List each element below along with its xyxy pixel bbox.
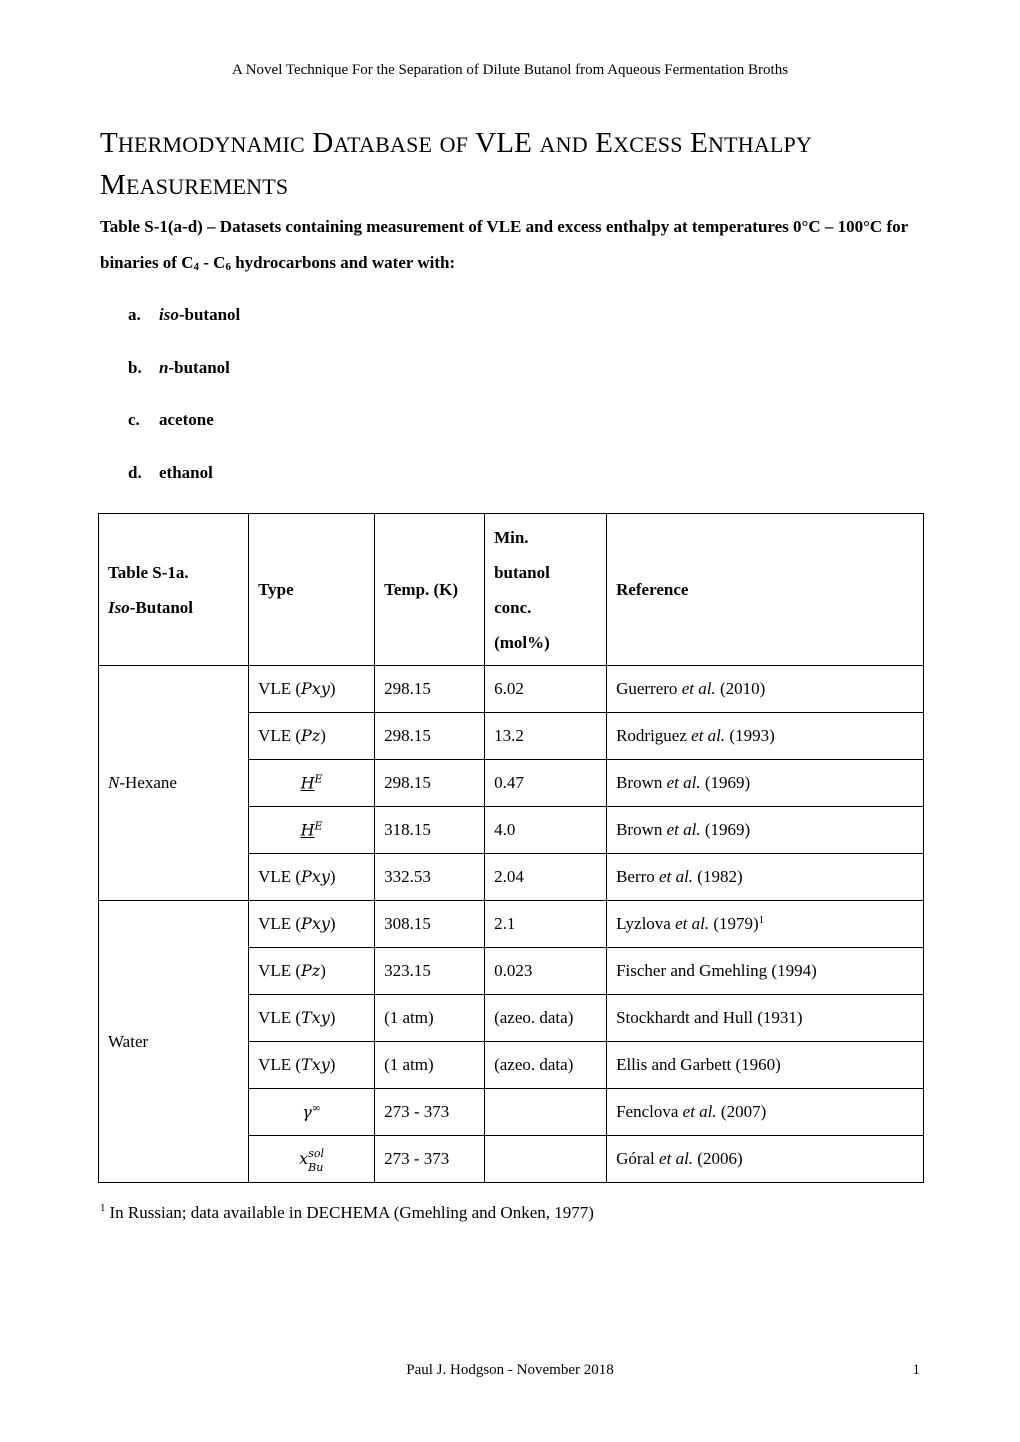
list-item: d. ethanol (128, 462, 213, 482)
conc-cell: 4.0 (485, 807, 607, 854)
reference-cell: Berro et al. (1982) (607, 854, 924, 901)
table-row (99, 901, 924, 948)
page-number: 1 (912, 1362, 920, 1378)
type-cell: $H^E$ (249, 807, 375, 854)
temp-cell: 273 - 373 (375, 1136, 485, 1183)
conc-cell: 6.02 (485, 666, 607, 713)
reference-cell: Stockhardt and Hull (1931) (607, 995, 924, 1042)
temp-cell: (1 atm) (375, 995, 485, 1042)
conc-cell: 0.023 (485, 948, 607, 995)
type-cell: VLE (Txy) (249, 1042, 375, 1089)
running-header: A Novel Technique For the Separation of Dilute Butanol from Aqueous Fermentation Broths (231, 62, 789, 78)
type-cell: γ∞ (249, 1089, 375, 1136)
temp-cell: 298.15 (375, 666, 485, 713)
section-heading: THERMODYNAMIC DATABASE OF VLE AND EXCESS ENTHALPY MEASUREMENTS (100, 127, 813, 201)
table-caption: Table S-1(a-d) – Datasets containing measurement of VLE and excess enthalpy at temperatures 0°C – 100°C for binaries of $C_4 - C_6$ hydrocarbons and water with: (100, 217, 908, 273)
reference-cell: Rodriguez et al. (1993) (607, 713, 924, 760)
type-cell: $H^E$ (249, 760, 375, 807)
alcohol-list (128, 302, 240, 512)
conc-cell: (azeo. data) (485, 1042, 607, 1089)
conc-cell: 2.04 (485, 854, 607, 901)
type-cell: VLE (Pxy) (249, 666, 375, 713)
temp-cell: 318.15 (375, 807, 485, 854)
list-item: c. acetone (128, 410, 214, 429)
temp-cell: (1 atm) (375, 1042, 485, 1089)
temp-cell: 332.53 (375, 854, 485, 901)
list-item: b. n-butanol (128, 357, 230, 377)
type-cell: VLE (Pz) (249, 948, 375, 995)
list-item: a. iso-butanol (128, 305, 241, 324)
type-cell: VLE (Pz) (249, 713, 375, 760)
dataset-table (98, 513, 924, 1183)
temp-cell: 273 - 373 (375, 1089, 485, 1136)
conc-cell: 2.1 (485, 901, 607, 948)
reference-cell: Lyzlova et al. (1979)$^1$ (607, 901, 924, 948)
reference-cell: Fischer and Gmehling (1994) (607, 948, 924, 995)
reference-cell: Góral et al. (2006) (607, 1136, 924, 1183)
system-label-water: Water (99, 901, 249, 1183)
reference-cell: Brown et al. (1969) (607, 807, 924, 854)
header-conc: Min. butanol conc. (mol%) (485, 514, 607, 666)
type-cell: VLE (Pxy) (249, 854, 375, 901)
type-cell: $x^{sol}$ Bu (249, 1136, 375, 1183)
conc-cell: 13.2 (485, 713, 607, 760)
conc-cell: (azeo. data) (485, 995, 607, 1042)
header-reference: Reference (607, 514, 924, 666)
header-type: Type (249, 514, 375, 666)
page-footer: Paul J. Hodgson - November 2018 (406, 1362, 614, 1378)
footnote-ref: 1 (758, 914, 765, 926)
conc-cell (485, 1089, 607, 1136)
reference-cell: Fenclova et al. (2007) (607, 1089, 924, 1136)
reference-cell: Guerrero et al. (2010) (607, 666, 924, 713)
header-temp: Temp. (K) (375, 514, 485, 666)
reference-cell: Ellis and Garbett (1960) (607, 1042, 924, 1089)
table-row (99, 666, 924, 713)
type-cell: VLE (Txy) (249, 995, 375, 1042)
temp-cell: 308.15 (375, 901, 485, 948)
system-label-hexane: N-Hexane (99, 666, 249, 901)
temp-cell: 298.15 (375, 713, 485, 760)
type-cell: VLE (Pxy) (249, 901, 375, 948)
conc-cell (485, 1136, 607, 1183)
footnote: $^1$ In Russian; data available in DECHEMA (Gmehling and Onken, 1977) (100, 1202, 594, 1222)
temp-cell: 298.15 (375, 760, 485, 807)
conc-cell: 0.47 (485, 760, 607, 807)
temp-cell: 323.15 (375, 948, 485, 995)
header-system: Table S-1a. Iso-Butanol (99, 514, 249, 666)
table-header-row (99, 514, 924, 666)
reference-cell: Brown et al. (1969) (607, 760, 924, 807)
